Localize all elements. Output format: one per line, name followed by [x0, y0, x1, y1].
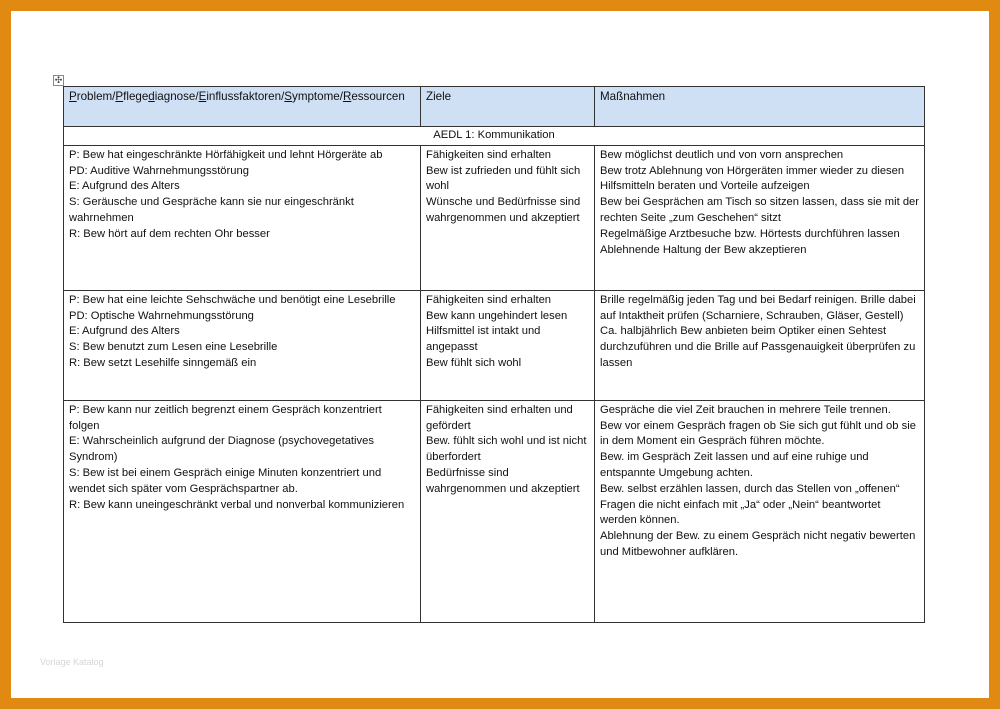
cell-line: Fähigkeiten sind erhalten	[426, 293, 552, 306]
ziele-cell	[421, 145, 595, 290]
cell-line: S: Geräusche und Gespräche kann sie nur eingeschränkt wahrnehmen	[69, 196, 354, 224]
header-initial: d	[148, 90, 155, 103]
cell-line: S: Bew benutzt zum Lesen eine Lesebrille	[69, 341, 278, 354]
header-problem	[64, 87, 421, 127]
cell-line: E: Wahrscheinlich aufgrund der Diagnose (psychovegetatives Syndrom)	[69, 435, 374, 464]
cell-line: Ablehnende Haltung der Bew akzeptieren	[600, 243, 807, 256]
cell-line: Bew fühlt sich wohl	[426, 356, 522, 369]
problem-cell	[64, 400, 421, 622]
cell-line: P: Bew kann nur zeitlich begrenzt einem Gespräch konzentriert folgen	[69, 403, 382, 432]
cell-line: E: Aufgrund des Alters	[69, 180, 180, 193]
header-word-rest: iagnose/	[154, 90, 199, 103]
cell-line: Bew kann ungehindert lesen	[426, 309, 568, 322]
table-header-row	[64, 87, 925, 127]
cell-line: Bedürfnisse sind wahrgenommen und akzeptiert	[426, 466, 580, 495]
table-move-handle-icon[interactable]: ✣	[54, 75, 63, 85]
cell-line: Bew. fühlt sich wohl und ist nicht überfordert	[426, 435, 587, 464]
cell-line: PD: Optische Wahrnehmungsstörung	[69, 309, 254, 322]
cell-line: Ca. halbjährlich Bew anbieten beim Optiker einen Sehtest durchzuführen und die Brille auf Passgenauigkeit überprüfen zu lassen	[600, 325, 916, 369]
header-word-rest: roblem/	[76, 90, 116, 103]
cell-line: Bew ist zufrieden und fühlt sich wohl	[426, 164, 581, 193]
cell-line: Wünsche und Bedürfnisse sind wahrgenommen und akzeptiert	[426, 196, 581, 224]
table-row	[64, 290, 925, 400]
header-massnahmen: Maßnahmen	[595, 87, 925, 127]
header-word-rest: ymptome/	[292, 90, 343, 103]
cell-line: P: Bew hat eine leichte Sehschwäche und benötigt eine Lesebrille	[69, 293, 396, 306]
cell-line: Bew bei Gesprächen am Tisch so sitzen lassen, dass sie mit der rechten Seite „zum Geschehen“ sitzt	[600, 196, 919, 224]
header-problem-text	[69, 90, 405, 103]
section-title: AEDL 1: Kommunikation	[64, 127, 925, 146]
header-initial: P	[69, 90, 77, 103]
massnahmen-cell	[595, 290, 925, 400]
cell-line: R: Bew hört auf dem rechten Ohr besser	[69, 227, 270, 240]
table-row	[64, 400, 925, 622]
cell-line: Bew. selbst erzählen lassen, durch das Stellen von „offenen“ Fragen die nicht einfach mit „Ja“ oder „Nein“ beantwortet werden können.	[600, 482, 900, 527]
cell-line: Bew trotz Ablehnung von Hörgeräten immer wieder zu diesen Hilfsmitteln beraten und Vorteile aufzeigen	[600, 164, 905, 193]
cell-line: Gespräche die viel Zeit brauchen in mehrere Teile trennen.	[600, 403, 891, 416]
cell-line: Fähigkeiten sind erhalten	[426, 148, 552, 161]
section-row	[64, 127, 925, 146]
header-word-rest: influssfaktoren/	[206, 90, 285, 103]
cell-line: Bew. im Gespräch Zeit lassen und auf eine ruhige und entspannte Umgebung achten.	[600, 451, 869, 479]
cell-line: R: Bew setzt Lesehilfe sinngemäß ein	[69, 356, 257, 369]
massnahmen-cell	[595, 145, 925, 290]
cell-line: Brille regelmäßig jeden Tag und bei Bedarf reinigen. Brille dabei auf Intaktheit prüfen (Scharniere, Schrauben, Gläser, Gestell)	[600, 293, 916, 322]
document-page	[11, 11, 989, 698]
problem-cell	[64, 145, 421, 290]
ziele-cell	[421, 290, 595, 400]
cell-line: Bew vor einem Gespräch fragen ob Sie sich gut fühlt und ob sie in dem Moment ein Gespräch führen möchte.	[600, 419, 916, 448]
ziele-cell	[421, 400, 595, 622]
care-plan-table	[63, 86, 925, 623]
header-initial: R	[342, 90, 352, 103]
watermark: Vorlage Katalog	[40, 657, 104, 667]
problem-cell	[64, 290, 421, 400]
header-initial: S	[284, 90, 293, 103]
cell-line: Fähigkeiten sind erhalten und gefördert	[426, 403, 573, 432]
cell-line: PD: Auditive Wahrnehmungsstörung	[69, 164, 249, 177]
header-word-rest: flege	[123, 90, 149, 103]
massnahmen-cell	[595, 400, 925, 622]
header-word-rest: essourcen	[351, 90, 405, 103]
cell-line: Ablehnung der Bew. zu einem Gespräch nicht negativ bewerten und Mitbewohner aufklären.	[600, 530, 916, 558]
cell-line: E: Aufgrund des Alters	[69, 325, 180, 338]
cell-line: S: Bew ist bei einem Gespräch einige Minuten konzentriert und wendet sich später vom Gesprächspartner ab.	[69, 466, 382, 495]
header-initial: E	[198, 90, 207, 103]
cell-line: Bew möglichst deutlich und von vorn ansprechen	[600, 148, 844, 161]
header-ziele: Ziele	[421, 87, 595, 127]
cell-line: R: Bew kann uneingeschränkt verbal und nonverbal kommunizieren	[69, 498, 405, 511]
cell-line: Regelmäßige Arztbesuche bzw. Hörtests durchführen lassen	[600, 227, 900, 240]
cell-line: P: Bew hat eingeschränkte Hörfähigkeit und lehnt Hörgeräte ab	[69, 148, 383, 161]
table-row	[64, 145, 925, 290]
header-initial: P	[115, 90, 124, 103]
cell-line: Hilfsmittel ist intakt und angepasst	[426, 325, 541, 354]
